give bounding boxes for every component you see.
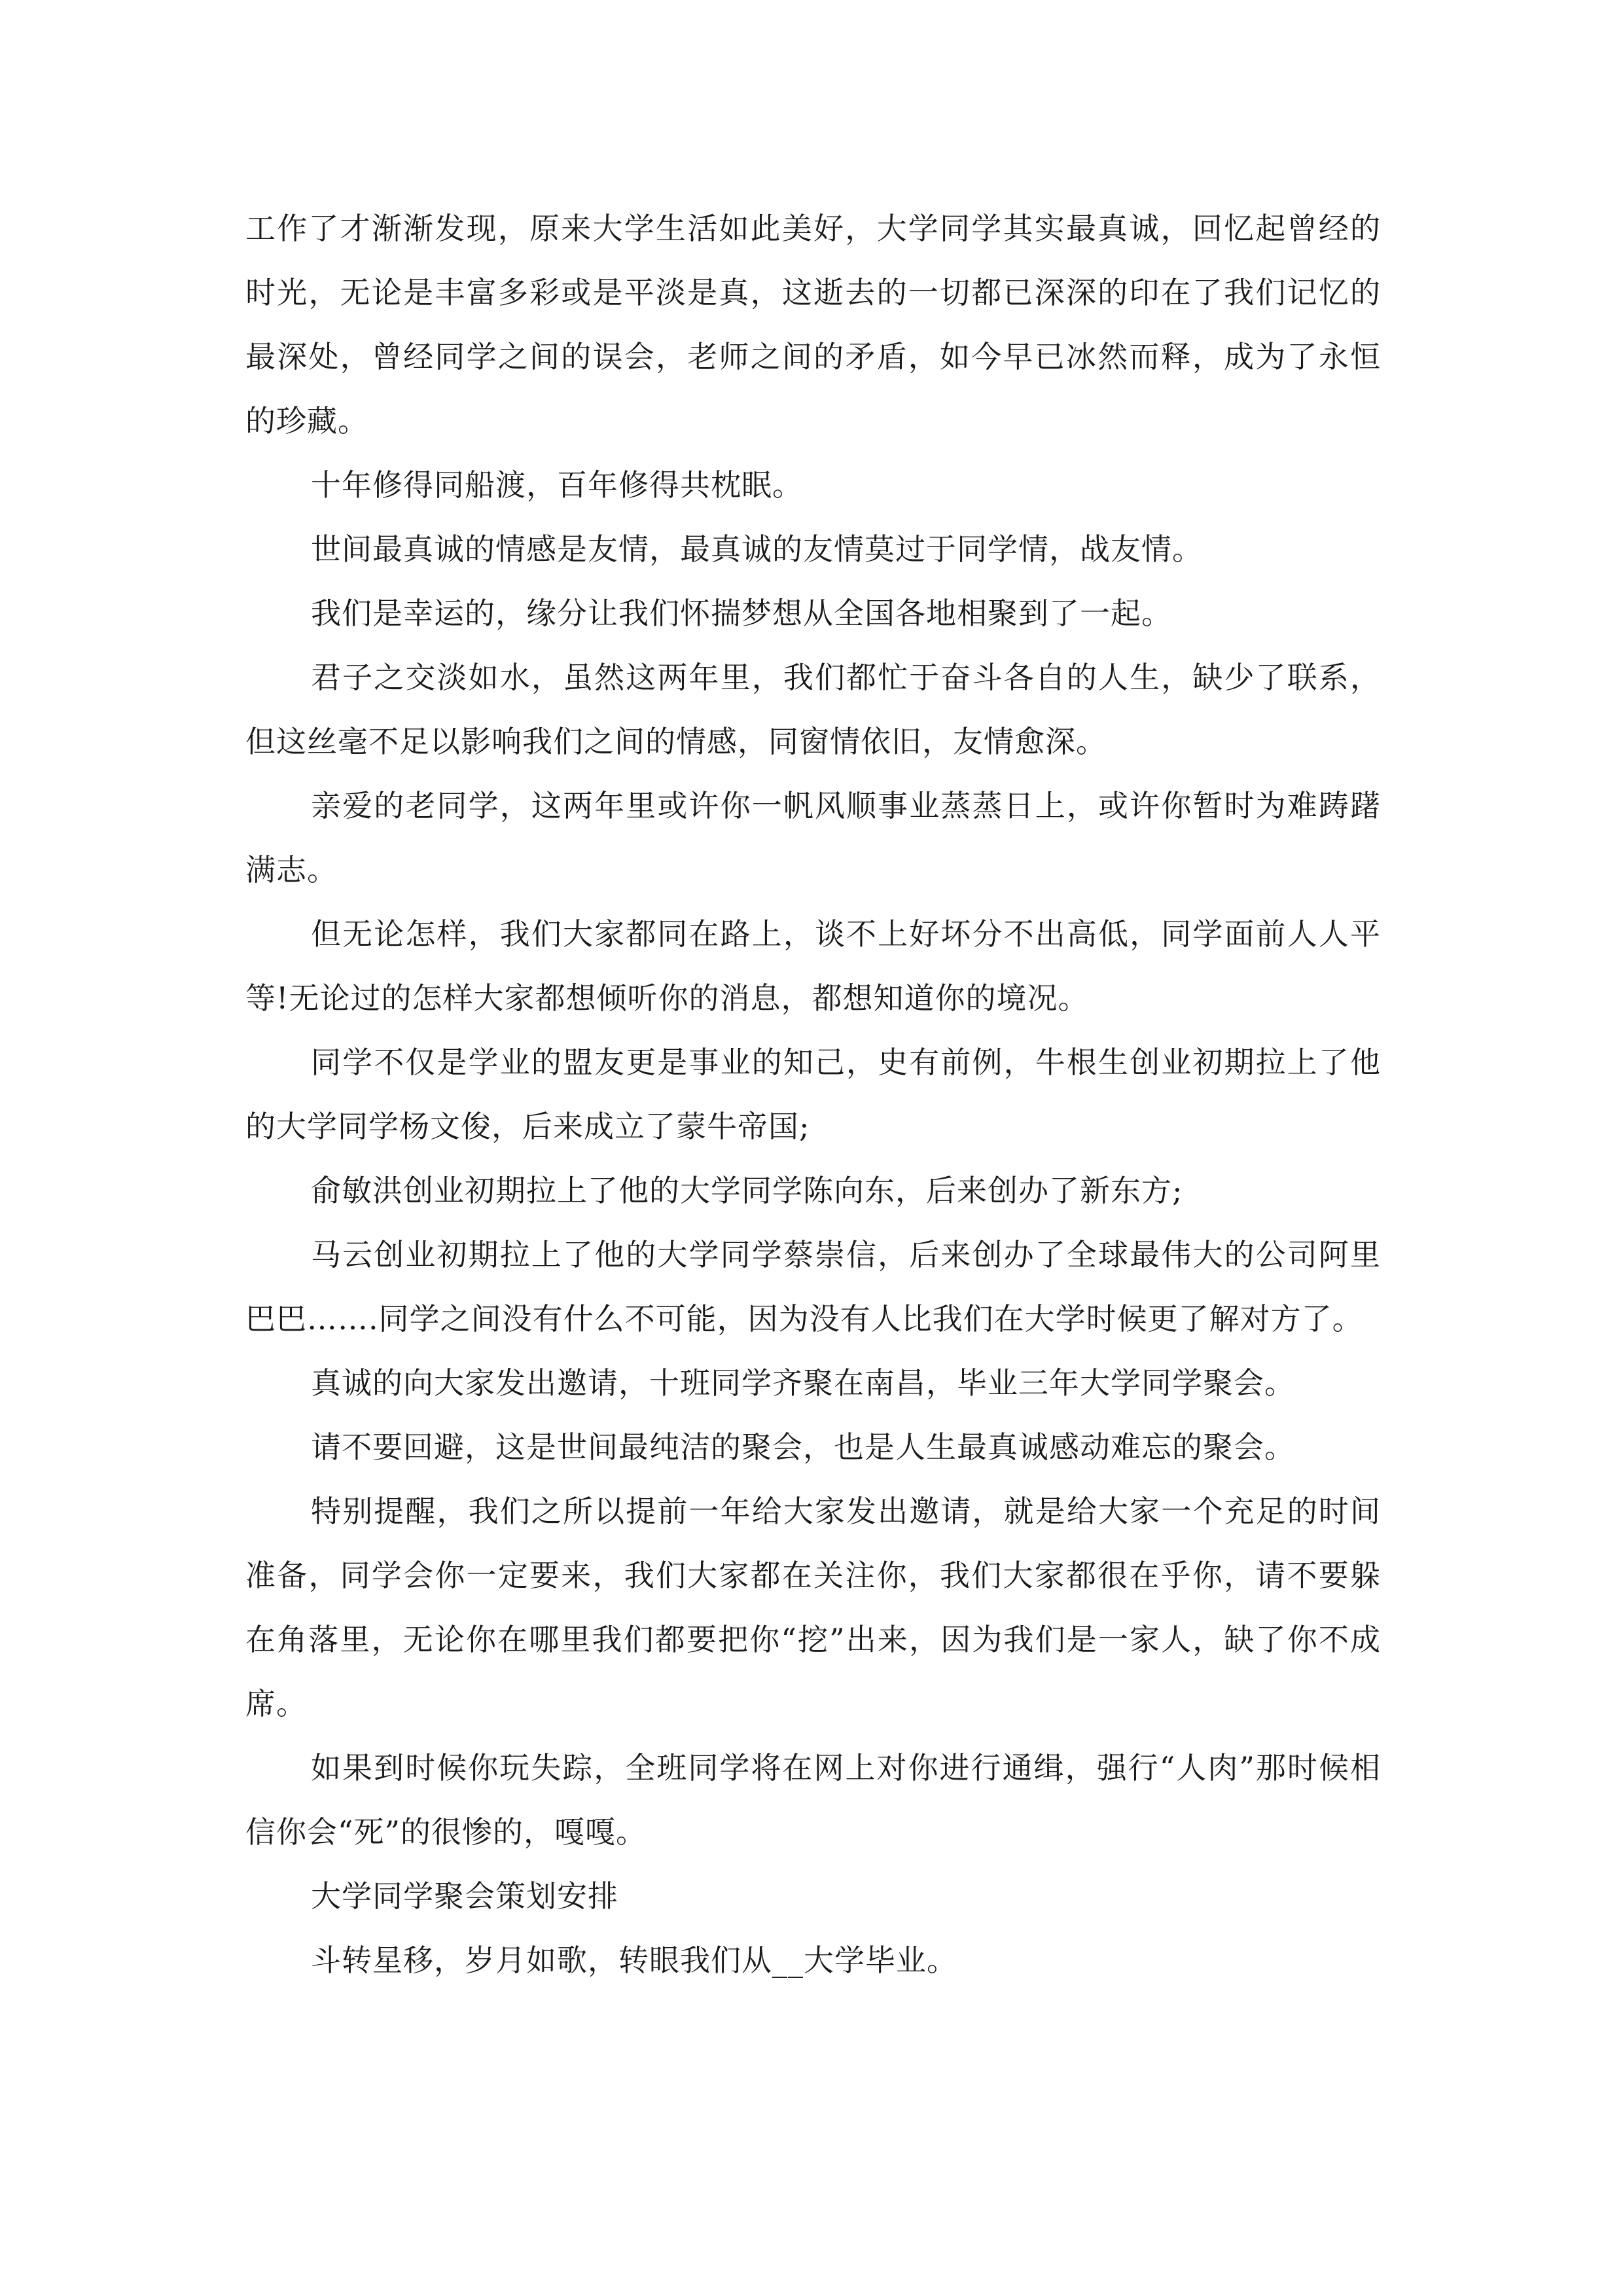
paragraph: 十年修得同船渡，百年修得共枕眠。 xyxy=(311,467,803,503)
paragraph: 工作了才渐渐发现，原来大学生活如此美好，大学同学其实最真诚，回忆起曾经的时光，无论是丰富多彩或是平淡是真，这逝去的一切都已深深的印在了我们记忆的最深处，曾经同学之间的误会，老师之间的矛盾，如今早已冰然而释，成为了永恒的珍藏。 xyxy=(245,211,1381,439)
paragraph: 君子之交淡如水，虽然这两年里，我们都忙于奋斗各自的人生，缺少了联系，但这丝毫不足以影响我们之间的情感，同窗情依旧，友情愈深。 xyxy=(245,660,1381,759)
paragraph: 请不要回避，这是世间最纯洁的聚会，也是人生最真诚感动难忘的聚会。 xyxy=(311,1429,1295,1465)
paragraph: 斗转星移，岁月如歌，转眼我们从__大学毕业。 xyxy=(311,1943,957,1978)
paragraph: 世间最真诚的情感是友情，最真诚的友情莫过于同学情，战友情。 xyxy=(311,531,1203,567)
paragraph: 如果到时候你玩失踪，全班同学将在网上对你进行通缉，强行“人肉”那时候相信你会“死”的很惨的，嘎嘎。 xyxy=(245,1750,1381,1850)
document-body xyxy=(245,196,1381,1992)
paragraph: 亲爱的老同学，这两年里或许你一帆风顺事业蒸蒸日上，或许你暂时为难踌躇满志。 xyxy=(245,788,1381,888)
paragraph: 特别提醒，我们之所以提前一年给大家发出邀请，就是给大家一个充足的时间准备，同学会你一定要来，我们大家都在关注你，我们大家都很在乎你，请不要躲在角落里，无论你在哪里我们都要把你“挖”出来，因为我们是一家人，缺了你不成席。 xyxy=(245,1494,1381,1721)
paragraph: 我们是幸运的，缘分让我们怀揣梦想从全国各地相聚到了一起。 xyxy=(311,596,1172,631)
paragraph: 俞敏洪创业初期拉上了他的大学同学陈向东，后来创办了新东方; xyxy=(311,1173,1183,1208)
paragraph: 真诚的向大家发出邀请，十班同学齐聚在南昌，毕业三年大学同学聚会。 xyxy=(311,1365,1295,1401)
paragraph: 但无论怎样，我们大家都同在路上，谈不上好坏分不出高低，同学面前人人平等!无论过的怎样大家都想倾听你的消息，都想知道你的境况。 xyxy=(245,916,1381,1016)
paragraph: 同学不仅是学业的盟友更是事业的知己，史有前例，牛根生创业初期拉上了他的大学同学杨文俊，后来成立了蒙牛帝国; xyxy=(245,1045,1381,1144)
section-heading: 大学同学聚会策划安排 xyxy=(311,1878,618,1914)
paragraph: 马云创业初期拉上了他的大学同学蔡崇信，后来创办了全球最伟大的公司阿里巴巴…….同学之间没有什么不可能，因为没有人比我们在大学时候更了解对方了。 xyxy=(245,1237,1381,1336)
